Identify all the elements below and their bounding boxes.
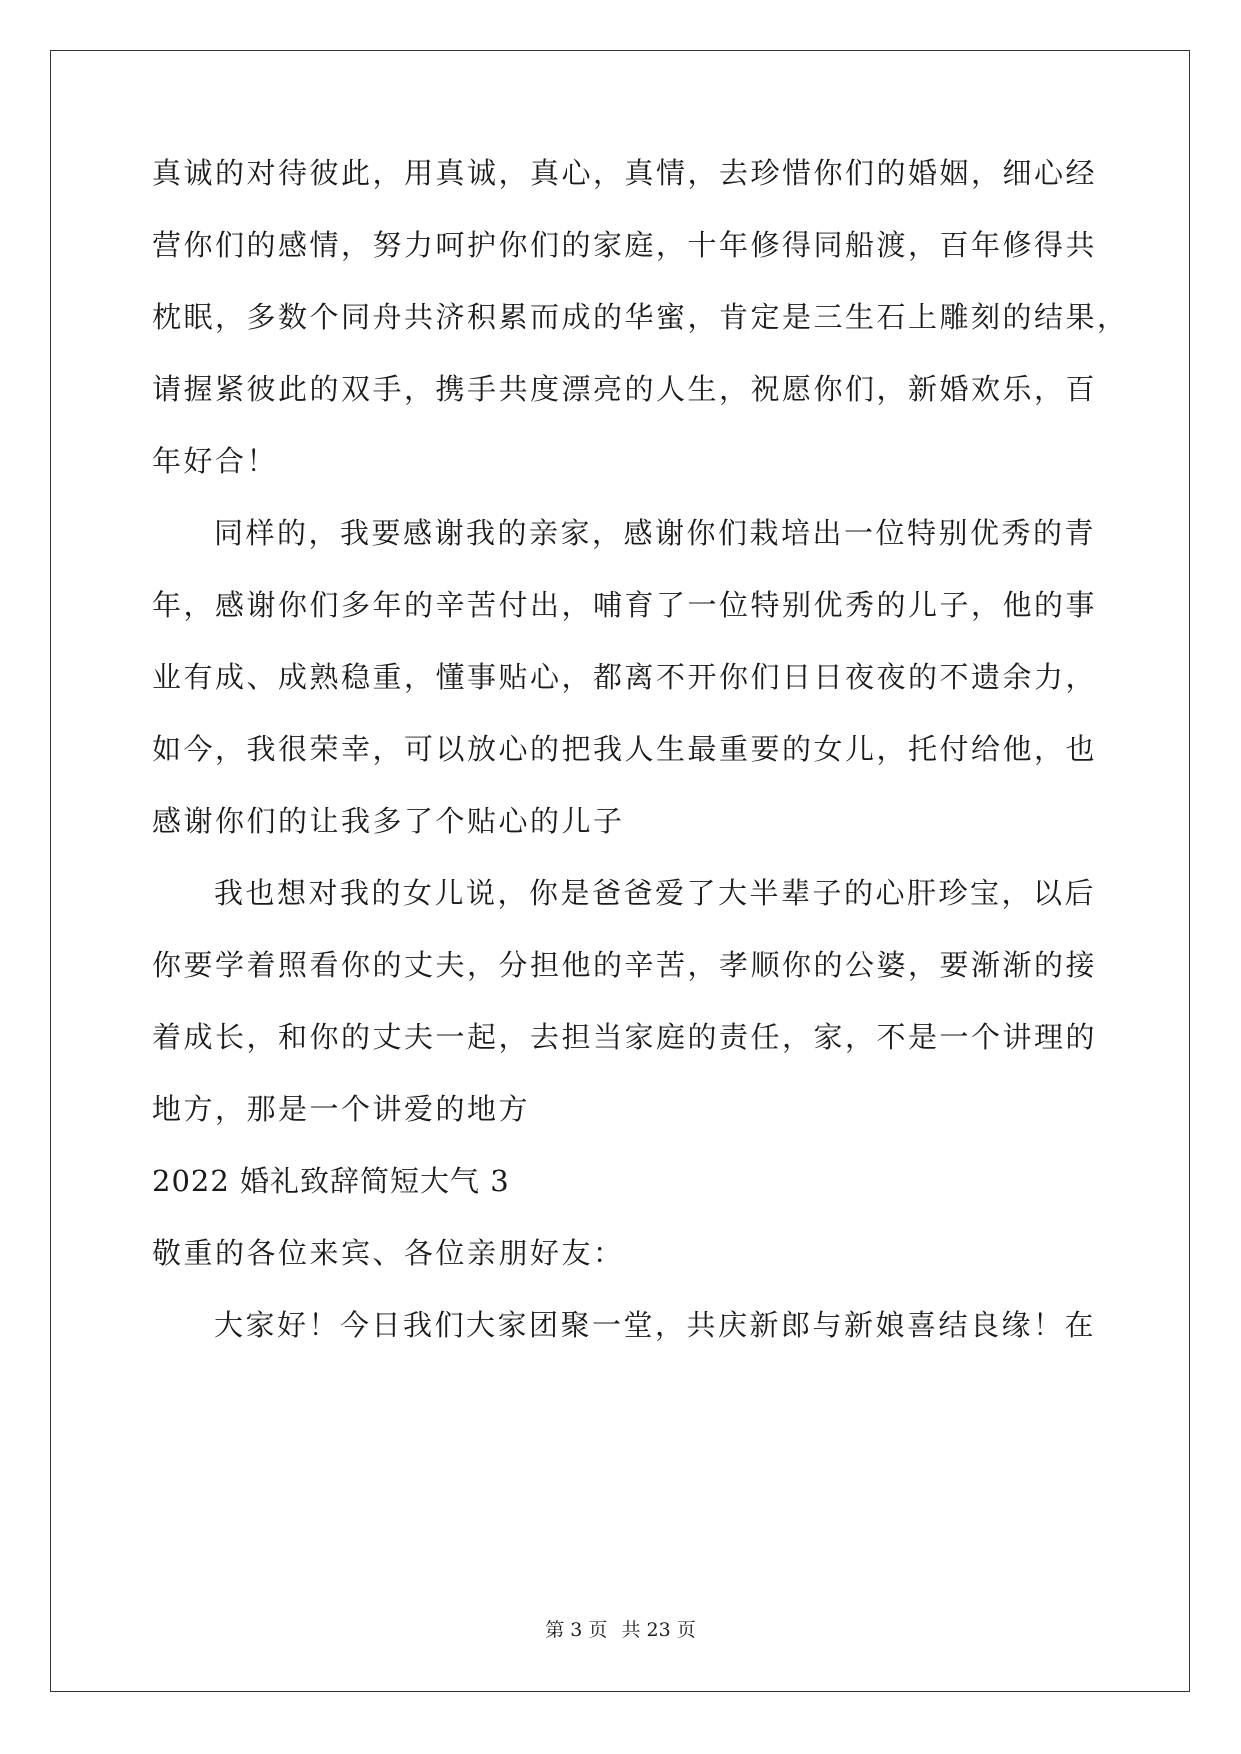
body-line: 你要学着照看你的丈夫，分担他的辛苦，孝顺你的公婆，要渐渐的接	[152, 948, 1098, 982]
body-line: 感谢你们的让我多了个贴心的儿子	[152, 804, 625, 838]
page-frame	[50, 50, 1190, 1692]
body-line: 年，感谢你们多年的辛苦付出，哺育了一位特别优秀的儿子，他的事	[152, 588, 1098, 622]
body-line: 如今，我很荣幸，可以放心的把我人生最重要的女儿，托付给他，也	[152, 732, 1098, 766]
paragraph-first-line: 我也想对我的女儿说，你是爸爸爱了大半辈子的心肝珍宝，以后	[214, 876, 1097, 910]
section-heading: 2022 婚礼致辞简短大气 3	[152, 1164, 510, 1198]
body-line: 真诚的对待彼此，用真诚，真心，真情，去珍惜你们的婚姻，细心经	[152, 156, 1098, 190]
body-line: 营你们的感情，努力呵护你们的家庭，十年修得同船渡，百年修得共	[152, 228, 1098, 262]
paragraph-first-line: 同样的，我要感谢我的亲家，感谢你们栽培出一位特别优秀的青	[214, 516, 1097, 550]
page-number: 第 3 页	[545, 1619, 608, 1641]
page-total: 共 23 页	[621, 1619, 696, 1641]
body-line: 年好合！	[152, 444, 279, 478]
page-footer	[0, 1618, 1241, 1642]
paragraph-first-line: 大家好！今日我们大家团聚一堂，共庆新郎与新娘喜结良缘！在	[214, 1308, 1097, 1342]
body-line: 着成长，和你的丈夫一起，去担当家庭的责任，家，不是一个讲理的	[152, 1020, 1098, 1054]
salutation: 敬重的各位来宾、各位亲朋好友：	[152, 1236, 625, 1270]
body-line: 业有成、成熟稳重，懂事贴心，都离不开你们日日夜夜的不遗余力，	[152, 660, 1098, 694]
body-line: 地方，那是一个讲爱的地方	[152, 1092, 531, 1126]
body-line: 请握紧彼此的双手，携手共度漂亮的人生，祝愿你们，新婚欢乐，百	[152, 372, 1098, 406]
body-line: 枕眠，多数个同舟共济积累而成的华蜜，肯定是三生石上雕刻的结果，	[152, 300, 1129, 334]
